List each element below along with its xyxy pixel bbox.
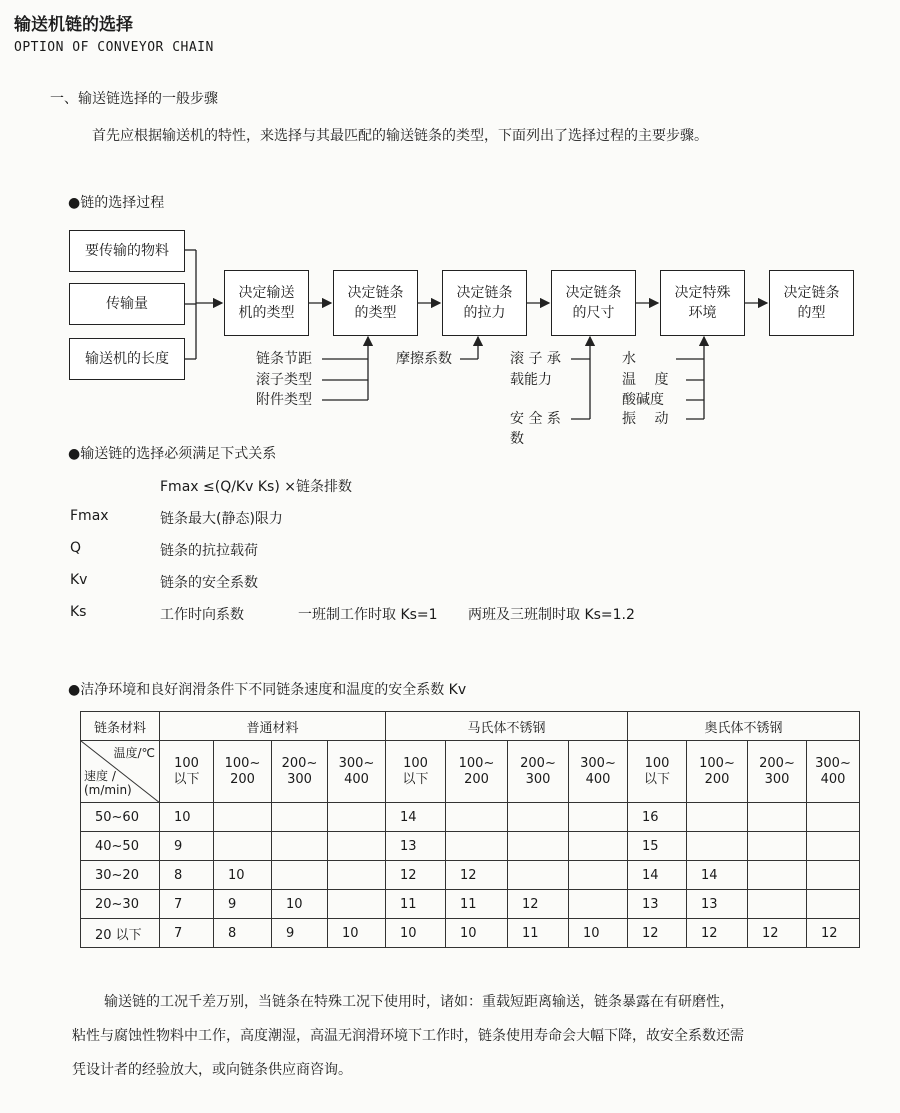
kv-value-cell: 8 <box>160 861 214 890</box>
kv-value-cell: 12 <box>446 861 508 890</box>
corner-material: 链条材料 <box>81 712 160 741</box>
kv-value-cell <box>508 832 569 861</box>
corner-speed-label: 速度 / (m/min) <box>84 769 132 797</box>
section-heading: 一、输送链选择的一般步骤 <box>50 91 218 107</box>
table-row <box>81 803 860 832</box>
kv-value-cell: 12 <box>807 919 860 948</box>
ks-note-single-shift: 一班制工作时取 Ks=1 <box>298 607 438 623</box>
step-box-chain-type: 决定链条 的类型 <box>333 270 418 336</box>
step-box-chain-size: 决定链条 的尺寸 <box>551 270 636 336</box>
corner-temp-label: 温度/℃ <box>113 746 155 760</box>
speed-cell: 30~20 <box>81 861 160 890</box>
kv-value-cell <box>508 803 569 832</box>
kv-value-cell: 7 <box>160 919 214 948</box>
kv-value-cell <box>214 832 272 861</box>
kv-value-cell <box>748 803 807 832</box>
kv-value-cell: 8 <box>214 919 272 948</box>
step-box-conveyor-type: 决定输送 机的类型 <box>224 270 309 336</box>
kv-value-cell: 10 <box>328 919 386 948</box>
kv-value-cell <box>748 832 807 861</box>
kv-value-cell: 14 <box>386 803 446 832</box>
temp-header: 100~ 200 <box>446 741 508 803</box>
factor-roller-type: 滚子类型 <box>256 372 312 388</box>
table-temp-row <box>81 741 860 803</box>
kv-value-cell <box>687 832 748 861</box>
temp-header: 200~ 300 <box>272 741 328 803</box>
temp-header: 300~ 400 <box>807 741 860 803</box>
factor-vibration: 振 动 <box>622 411 669 427</box>
ks-note-multi-shift: 两班及三班制时取 Ks=1.2 <box>468 607 635 623</box>
def-meaning: 链条最大(静态)限力 <box>160 511 283 527</box>
table-row <box>81 890 860 919</box>
kv-value-cell: 9 <box>214 890 272 919</box>
factor-water: 水 <box>622 351 636 367</box>
kv-value-cell: 9 <box>160 832 214 861</box>
table-header-row <box>81 712 860 741</box>
kv-value-cell <box>748 861 807 890</box>
group-ordinary: 普通材料 <box>160 712 386 741</box>
kv-value-cell: 11 <box>508 919 569 948</box>
def-meaning: 工作时向系数 <box>160 607 244 623</box>
step-box-chain-model: 决定链条 的型 <box>769 270 854 336</box>
temp-header: 100 以下 <box>628 741 687 803</box>
kv-value-cell: 10 <box>446 919 508 948</box>
kv-value-cell: 10 <box>386 919 446 948</box>
step-box-environment: 决定特殊 环境 <box>660 270 745 336</box>
kv-value-cell <box>328 832 386 861</box>
kv-value-cell <box>569 803 628 832</box>
kv-value-cell: 12 <box>628 919 687 948</box>
factor-pitch: 链条节距 <box>256 351 312 367</box>
kv-value-cell <box>272 803 328 832</box>
factor-roller-load-2: 载能力 <box>510 372 552 388</box>
kv-value-cell <box>272 832 328 861</box>
kv-value-cell: 15 <box>628 832 687 861</box>
closing-line: 粘性与腐蚀性物料中工作，高度潮湿，高温无润滑环境下工作时，链条使用寿命会大幅下降，故安全系数还需 <box>72 1028 744 1044</box>
factor-safety-1: 安 全 系 <box>510 411 561 427</box>
def-meaning: 链条的抗拉载荷 <box>160 543 258 559</box>
table-body <box>81 803 860 948</box>
kv-value-cell: 7 <box>160 890 214 919</box>
kv-value-cell <box>807 861 860 890</box>
kv-value-cell <box>214 803 272 832</box>
input-box-volume: 传输量 <box>69 283 185 325</box>
kv-value-cell: 11 <box>386 890 446 919</box>
factor-temperature: 温 度 <box>622 372 669 388</box>
temp-header: 300~ 400 <box>569 741 628 803</box>
input-box-material: 要传输的物料 <box>69 230 185 272</box>
intro-paragraph: 首先应根据输送机的特性，来选择与其最匹配的输送链条的类型，下面列出了选择过程的主要步骤。 <box>92 128 708 144</box>
temp-header: 100 以下 <box>386 741 446 803</box>
kv-value-cell <box>508 861 569 890</box>
kv-value-cell <box>569 832 628 861</box>
kv-value-cell <box>807 803 860 832</box>
factor-attachment-type: 附件类型 <box>256 392 312 408</box>
kv-value-cell: 12 <box>386 861 446 890</box>
group-austenitic: 奥氏体不锈钢 <box>628 712 860 741</box>
speed-cell: 50~60 <box>81 803 160 832</box>
kv-value-cell <box>446 832 508 861</box>
kv-value-cell <box>328 803 386 832</box>
factor-roller-load-1: 滚 子 承 <box>510 351 561 367</box>
kv-value-cell <box>748 890 807 919</box>
temp-header: 100~ 200 <box>214 741 272 803</box>
kv-value-cell: 10 <box>272 890 328 919</box>
speed-cell: 20 以下 <box>81 919 160 948</box>
def-symbol: Ks <box>70 604 87 620</box>
table-row <box>81 861 860 890</box>
closing-line: 凭设计者的经验放大，或向链条供应商咨询。 <box>72 1062 352 1078</box>
kv-value-cell <box>328 890 386 919</box>
kv-value-cell <box>328 861 386 890</box>
temp-header: 200~ 300 <box>748 741 807 803</box>
formula-expression: Fmax ≤(Q/Kv Ks) ×链条排数 <box>160 479 352 495</box>
kv-value-cell <box>446 803 508 832</box>
kv-value-cell: 10 <box>569 919 628 948</box>
group-martensitic: 马氏体不锈钢 <box>386 712 628 741</box>
kv-value-cell: 12 <box>687 919 748 948</box>
temp-header: 300~ 400 <box>328 741 386 803</box>
kv-value-cell <box>807 832 860 861</box>
kv-value-cell: 16 <box>628 803 687 832</box>
def-symbol: Kv <box>70 572 88 588</box>
page-title: 输送机链的选择 <box>14 15 133 35</box>
factor-acidity: 酸碱度 <box>622 392 664 408</box>
kv-value-cell <box>687 803 748 832</box>
flow-heading: ●链的选择过程 <box>68 195 165 211</box>
kv-value-cell: 10 <box>160 803 214 832</box>
kv-value-cell: 13 <box>628 890 687 919</box>
kv-value-cell: 12 <box>748 919 807 948</box>
kv-value-cell: 9 <box>272 919 328 948</box>
def-symbol: Q <box>70 540 82 556</box>
kv-value-cell: 14 <box>628 861 687 890</box>
kv-value-cell: 12 <box>508 890 569 919</box>
kv-value-cell: 11 <box>446 890 508 919</box>
temp-header: 200~ 300 <box>508 741 569 803</box>
factor-safety-2: 数 <box>510 431 524 447</box>
kv-value-cell: 14 <box>687 861 748 890</box>
corner-diagonal-cell <box>81 741 160 803</box>
closing-paragraph <box>72 985 876 1087</box>
speed-cell: 20~30 <box>81 890 160 919</box>
temp-header: 100 以下 <box>160 741 214 803</box>
safety-factor-table <box>80 711 860 948</box>
def-symbol: Fmax <box>70 508 109 524</box>
formula-heading: ●输送链的选择必须满足下式关系 <box>68 446 277 462</box>
kv-value-cell <box>807 890 860 919</box>
kv-value-cell: 13 <box>386 832 446 861</box>
input-box-length: 输送机的长度 <box>69 338 185 380</box>
speed-cell: 40~50 <box>81 832 160 861</box>
table-row <box>81 919 860 948</box>
kv-value-cell <box>272 861 328 890</box>
page-subtitle: OPTION OF CONVEYOR CHAIN <box>14 40 214 55</box>
step-box-chain-tension: 决定链条 的拉力 <box>442 270 527 336</box>
kv-value-cell: 13 <box>687 890 748 919</box>
table-row <box>81 832 860 861</box>
table-heading: ●洁净环境和良好润滑条件下不同链条速度和温度的安全系数 Kv <box>68 682 467 698</box>
closing-line: 输送链的工况千差万别，当链条在特殊工况下使用时，诸如：重载短距离输送，链条暴露在有研磨性， <box>104 994 734 1010</box>
kv-value-cell <box>569 861 628 890</box>
temp-header: 100~ 200 <box>687 741 748 803</box>
def-meaning: 链条的安全系数 <box>160 575 258 591</box>
factor-friction: 摩擦系数 <box>396 351 452 367</box>
kv-value-cell <box>569 890 628 919</box>
kv-value-cell: 10 <box>214 861 272 890</box>
